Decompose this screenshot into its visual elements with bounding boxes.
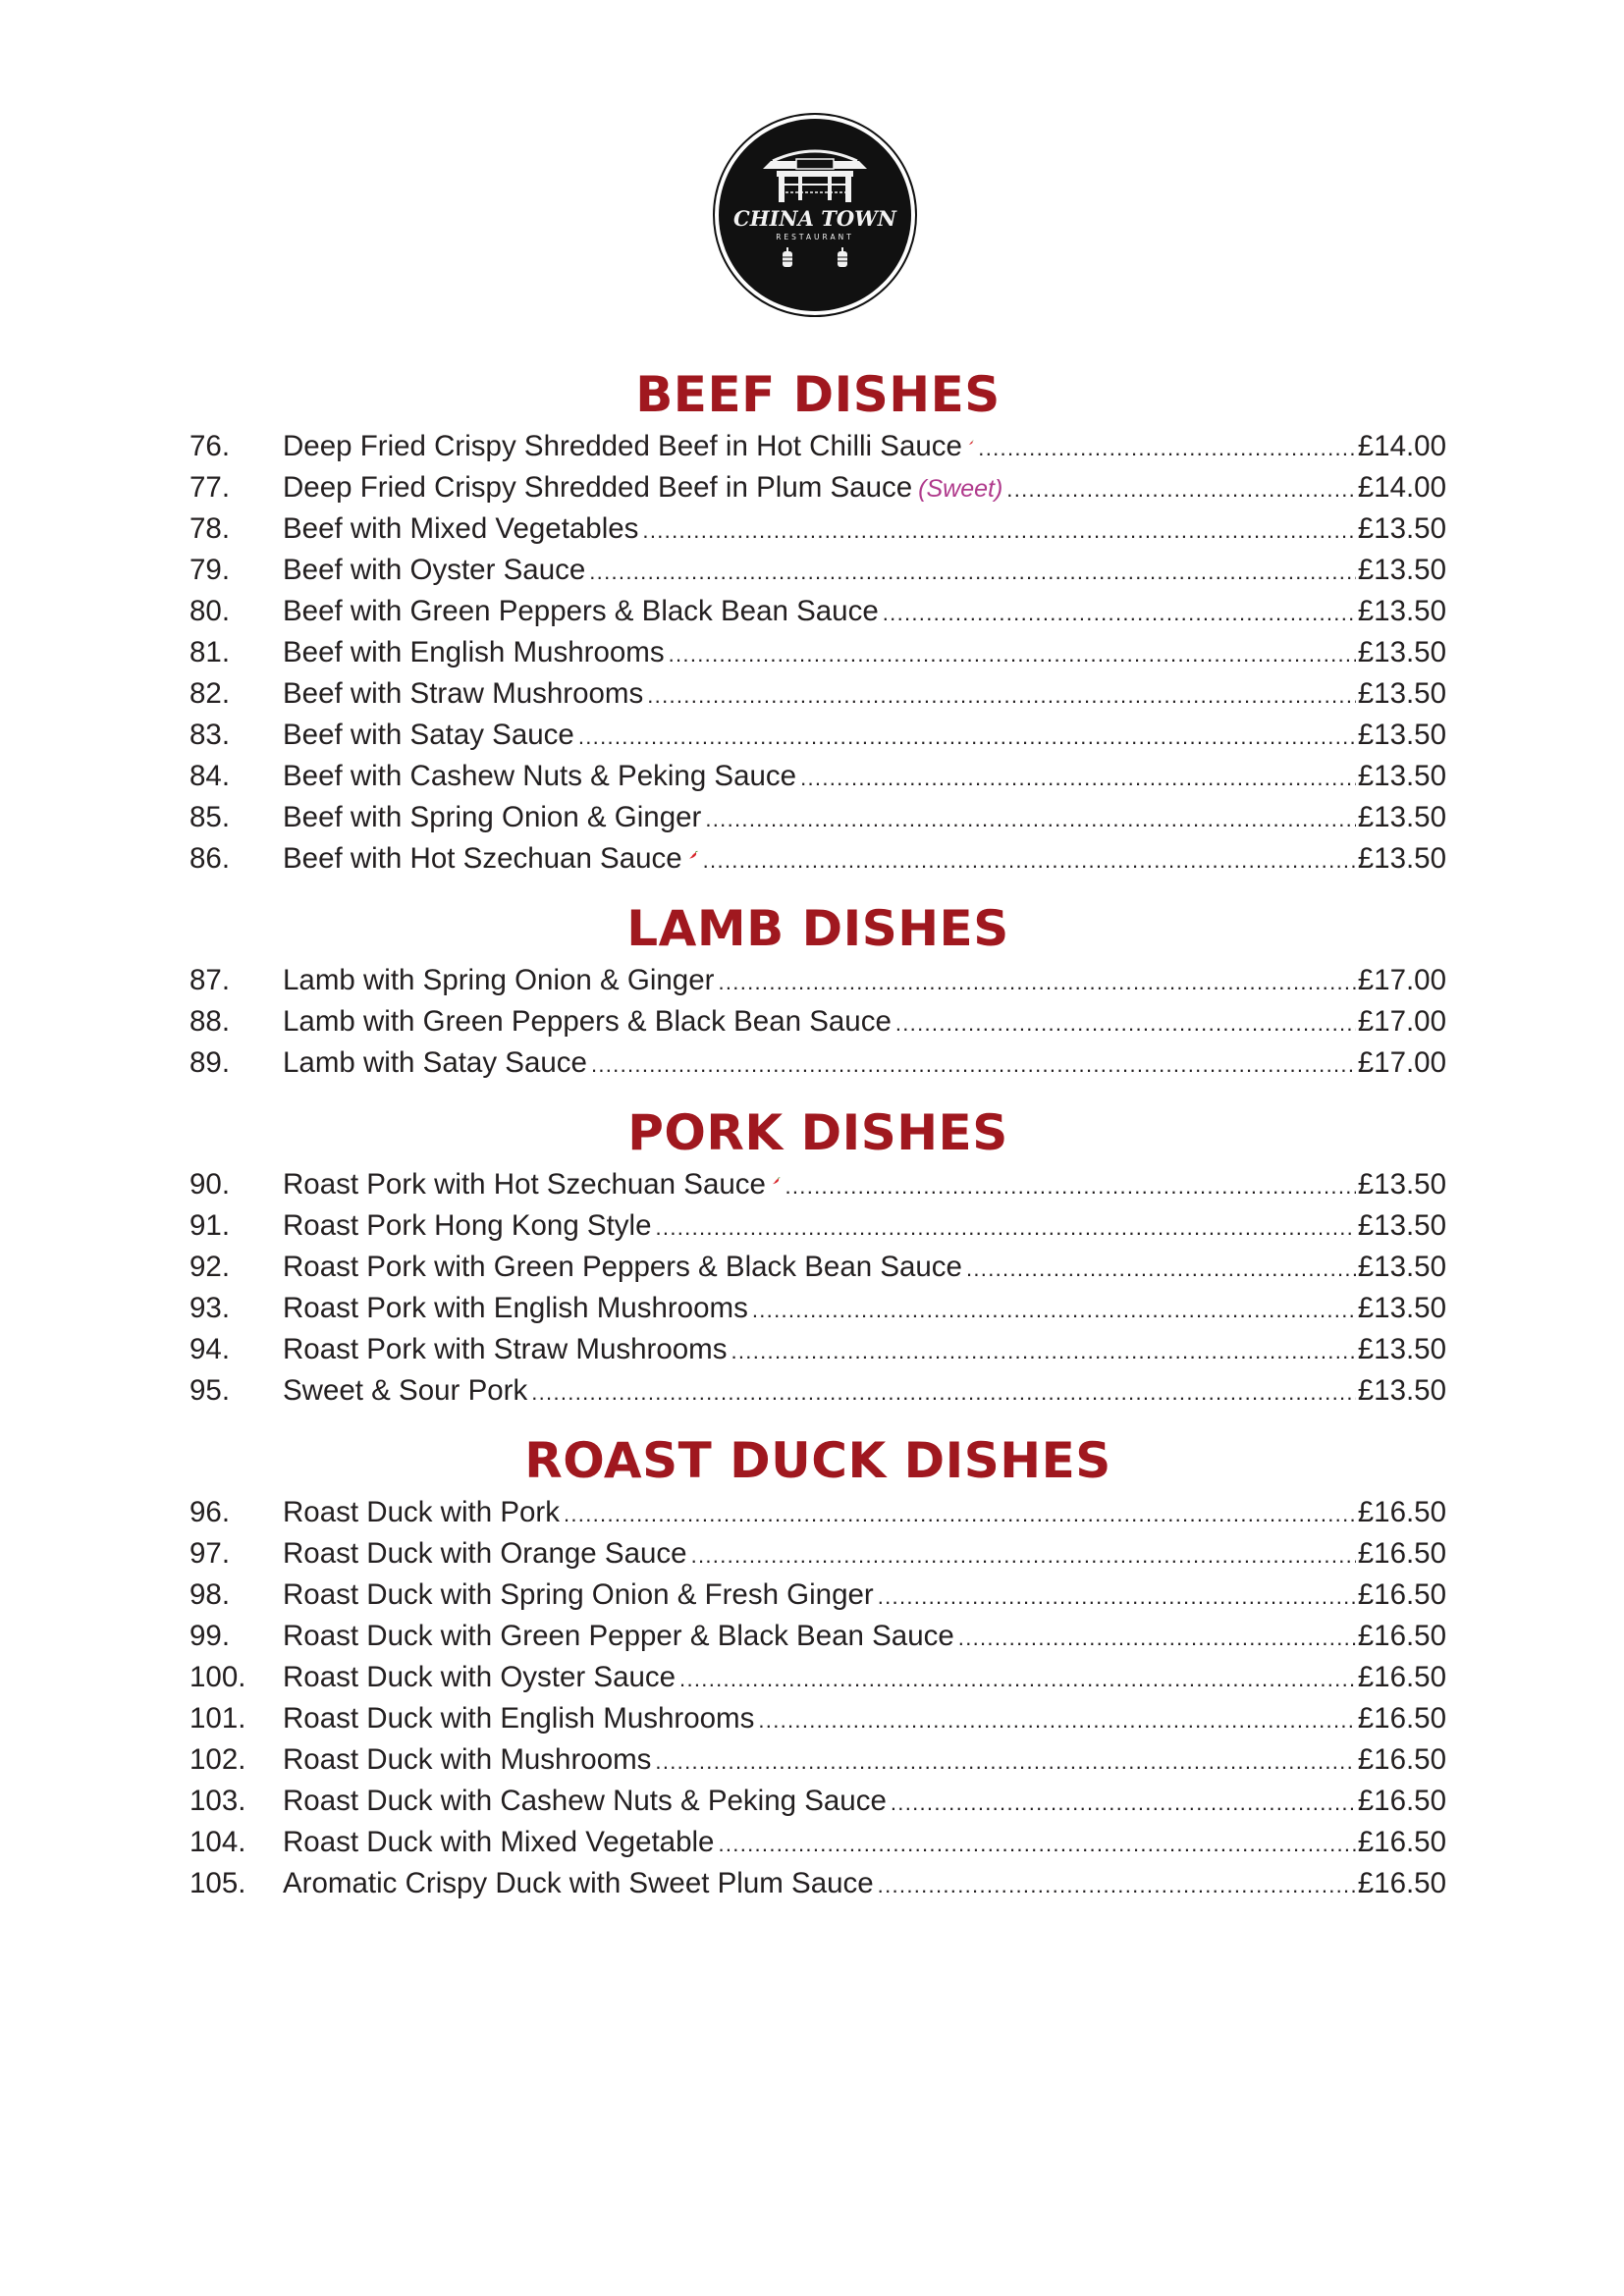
section-title: BEEF DISHES xyxy=(635,366,1001,423)
menu-item xyxy=(189,508,1446,550)
item-price: £16.50 xyxy=(1357,1743,1446,1776)
chili-pepper-icon xyxy=(688,842,699,868)
item-name: Roast Duck with Mixed Vegetable xyxy=(283,1826,715,1858)
item-price: £13.50 xyxy=(1357,677,1446,710)
item-name: Roast Pork with Straw Mushrooms xyxy=(283,1333,728,1365)
item-price: £13.50 xyxy=(1357,719,1446,751)
item-name: Beef with Hot Szechuan Sauce xyxy=(283,842,682,875)
dot-leader xyxy=(669,634,1356,675)
item-name: Roast Duck with Orange Sauce xyxy=(283,1537,687,1570)
menu-item xyxy=(189,1042,1446,1084)
chili-pepper-icon xyxy=(968,430,974,455)
item-price: £14.00 xyxy=(1357,430,1446,462)
dot-leader xyxy=(589,552,1356,593)
menu-item xyxy=(189,550,1446,591)
dot-leader xyxy=(966,1249,1356,1290)
dot-leader xyxy=(655,1741,1355,1783)
dot-leader xyxy=(647,675,1356,717)
dot-leader xyxy=(705,799,1355,840)
item-price: £13.50 xyxy=(1357,595,1446,627)
menu-item xyxy=(189,797,1446,838)
menu-item xyxy=(189,1533,1446,1575)
item-number: 97. xyxy=(189,1537,231,1570)
section-title: LAMB DISHES xyxy=(626,900,1009,957)
item-price: £13.50 xyxy=(1357,760,1446,792)
item-number: 78. xyxy=(189,512,231,545)
menu-section xyxy=(189,1101,1446,1412)
menu-item xyxy=(189,960,1446,1001)
menu-item xyxy=(189,591,1446,632)
dot-leader xyxy=(691,1535,1356,1576)
item-price: £16.50 xyxy=(1357,1496,1446,1528)
item-number: 92. xyxy=(189,1251,231,1283)
item-number: 94. xyxy=(189,1333,231,1365)
item-name: Beef with Straw Mushrooms xyxy=(283,677,644,710)
item-price: £16.50 xyxy=(1357,1661,1446,1693)
dot-leader xyxy=(800,758,1356,799)
menu-item xyxy=(189,1164,1446,1205)
menu-item xyxy=(189,1863,1446,1904)
menu-item xyxy=(189,1205,1446,1247)
menu-item xyxy=(189,1575,1446,1616)
item-price: £16.50 xyxy=(1357,1785,1446,1817)
dot-leader xyxy=(718,1824,1355,1865)
item-price: £16.50 xyxy=(1357,1537,1446,1570)
item-number: 100. xyxy=(189,1661,246,1693)
menu-section xyxy=(189,897,1446,1084)
dot-leader xyxy=(958,1618,1356,1659)
item-price: £17.00 xyxy=(1357,1046,1446,1079)
item-name: Lamb with Green Peppers & Black Bean Sauce xyxy=(283,1005,892,1038)
dot-leader xyxy=(656,1207,1356,1249)
item-number: 89. xyxy=(189,1046,231,1079)
menu-item xyxy=(189,673,1446,715)
item-price: £16.50 xyxy=(1357,1620,1446,1652)
item-name: Beef with English Mushrooms xyxy=(283,636,665,668)
dot-leader xyxy=(878,1576,1356,1618)
menu-item xyxy=(189,1329,1446,1370)
item-name: Roast Duck with Spring Onion & Fresh Ginger xyxy=(283,1578,874,1611)
dot-leader xyxy=(718,962,1355,1003)
item-price: £16.50 xyxy=(1357,1867,1446,1899)
item-name: Beef with Green Peppers & Black Bean Sauce xyxy=(283,595,879,627)
menu-item xyxy=(189,1657,1446,1698)
item-number: 77. xyxy=(189,471,231,504)
item-name: Deep Fried Crispy Shredded Beef in Hot Chilli Sauce xyxy=(283,430,962,462)
dot-leader xyxy=(591,1044,1356,1086)
item-number: 101. xyxy=(189,1702,246,1735)
item-number: 98. xyxy=(189,1578,231,1611)
item-price: £13.50 xyxy=(1357,512,1446,545)
item-price: £16.50 xyxy=(1357,1702,1446,1735)
item-name: Roast Pork with English Mushrooms xyxy=(283,1292,748,1324)
item-price: £17.00 xyxy=(1357,964,1446,996)
item-price: £14.00 xyxy=(1357,471,1446,504)
menu-item xyxy=(189,1370,1446,1412)
item-number: 105. xyxy=(189,1867,246,1899)
dot-leader xyxy=(531,1372,1356,1414)
item-price: £13.50 xyxy=(1357,636,1446,668)
item-price: £13.50 xyxy=(1357,554,1446,586)
menu-item xyxy=(189,426,1446,467)
section-title: ROAST DUCK DISHES xyxy=(524,1432,1111,1489)
menu-item xyxy=(189,632,1446,673)
item-price: £16.50 xyxy=(1357,1578,1446,1611)
item-number: 96. xyxy=(189,1496,231,1528)
dot-leader xyxy=(758,1700,1355,1741)
restaurant-logo xyxy=(712,112,918,318)
item-name: Lamb with Spring Onion & Ginger xyxy=(283,964,715,996)
item-number: 81. xyxy=(189,636,231,668)
item-number: 103. xyxy=(189,1785,246,1817)
item-name: Beef with Oyster Sauce xyxy=(283,554,586,586)
dot-leader xyxy=(679,1659,1356,1700)
menu-item xyxy=(189,1781,1446,1822)
item-price: £17.00 xyxy=(1357,1005,1446,1038)
dot-leader xyxy=(752,1290,1356,1331)
china-town-logo-icon xyxy=(712,112,918,318)
menu-section xyxy=(189,363,1446,880)
item-note: (Sweet) xyxy=(918,475,1003,503)
dot-leader xyxy=(891,1783,1356,1824)
item-name: Roast Duck with Green Pepper & Black Bean Sauce xyxy=(283,1620,954,1652)
item-number: 83. xyxy=(189,719,231,751)
item-number: 104. xyxy=(189,1826,246,1858)
item-price: £13.50 xyxy=(1357,1251,1446,1283)
item-name: Roast Duck with Mushrooms xyxy=(283,1743,652,1776)
menu-item xyxy=(189,715,1446,756)
menu-item xyxy=(189,467,1446,508)
item-number: 84. xyxy=(189,760,231,792)
menu-item xyxy=(189,1288,1446,1329)
dot-leader xyxy=(703,840,1356,881)
menu-item xyxy=(189,1822,1446,1863)
item-number: 102. xyxy=(189,1743,246,1776)
item-number: 85. xyxy=(189,801,231,833)
item-number: 91. xyxy=(189,1209,231,1242)
dot-leader xyxy=(878,1865,1356,1906)
item-price: £13.50 xyxy=(1357,1333,1446,1365)
item-name: Beef with Cashew Nuts & Peking Sauce xyxy=(283,760,797,792)
item-price: £16.50 xyxy=(1357,1826,1446,1858)
item-name: Aromatic Crispy Duck with Sweet Plum Sauce xyxy=(283,1867,874,1899)
item-name: Roast Pork with Green Peppers & Black Bean Sauce xyxy=(283,1251,962,1283)
item-number: 76. xyxy=(189,430,231,462)
item-name: Roast Pork Hong Kong Style xyxy=(283,1209,652,1242)
item-number: 95. xyxy=(189,1374,231,1407)
dot-leader xyxy=(642,510,1355,552)
item-name: Lamb with Satay Sauce xyxy=(283,1046,587,1079)
item-price: £13.50 xyxy=(1357,1292,1446,1324)
item-number: 99. xyxy=(189,1620,231,1652)
item-name: Beef with Satay Sauce xyxy=(283,719,574,751)
item-name: Beef with Mixed Vegetables xyxy=(283,512,639,545)
item-price: £13.50 xyxy=(1357,842,1446,875)
dot-leader xyxy=(564,1494,1356,1535)
menu-item xyxy=(189,756,1446,797)
item-price: £13.50 xyxy=(1357,1209,1446,1242)
dot-leader xyxy=(1006,469,1355,510)
item-price: £13.50 xyxy=(1357,1374,1446,1407)
dot-leader xyxy=(785,1166,1355,1207)
item-price: £13.50 xyxy=(1357,801,1446,833)
item-number: 87. xyxy=(189,964,231,996)
section-title: PORK DISHES xyxy=(627,1104,1008,1161)
item-number: 80. xyxy=(189,595,231,627)
item-price: £13.50 xyxy=(1357,1168,1446,1201)
menu-section xyxy=(189,1429,1446,1904)
item-number: 90. xyxy=(189,1168,231,1201)
item-number: 82. xyxy=(189,677,231,710)
menu-item xyxy=(189,1698,1446,1739)
item-name: Roast Duck with Cashew Nuts & Peking Sauce xyxy=(283,1785,887,1817)
dot-leader xyxy=(978,428,1355,469)
item-number: 79. xyxy=(189,554,231,586)
item-name: Deep Fried Crispy Shredded Beef in Plum Sauce xyxy=(283,471,913,504)
menu-list xyxy=(189,363,1446,1904)
menu-item xyxy=(189,1492,1446,1533)
item-number: 86. xyxy=(189,842,231,875)
item-name: Roast Pork with Hot Szechuan Sauce xyxy=(283,1168,766,1201)
menu-item xyxy=(189,838,1446,880)
dot-leader xyxy=(578,717,1356,758)
menu-item xyxy=(189,1616,1446,1657)
item-name: Sweet & Sour Pork xyxy=(283,1374,528,1407)
menu-item xyxy=(189,1739,1446,1781)
item-number: 88. xyxy=(189,1005,231,1038)
chili-pepper-icon xyxy=(772,1168,782,1194)
logo-name-line1: CHINA TOWN xyxy=(733,206,896,231)
item-name: Roast Duck with Oyster Sauce xyxy=(283,1661,677,1693)
menu-item xyxy=(189,1247,1446,1288)
item-number: 93. xyxy=(189,1292,231,1324)
item-name: Roast Duck with Pork xyxy=(283,1496,560,1528)
item-name: Roast Duck with English Mushrooms xyxy=(283,1702,755,1735)
menu-item xyxy=(189,1001,1446,1042)
dot-leader xyxy=(731,1331,1355,1372)
item-name: Beef with Spring Onion & Ginger xyxy=(283,801,702,833)
dot-leader xyxy=(883,593,1356,634)
dot-leader xyxy=(895,1003,1356,1044)
logo-name-line2: RESTAURANT xyxy=(776,233,854,241)
